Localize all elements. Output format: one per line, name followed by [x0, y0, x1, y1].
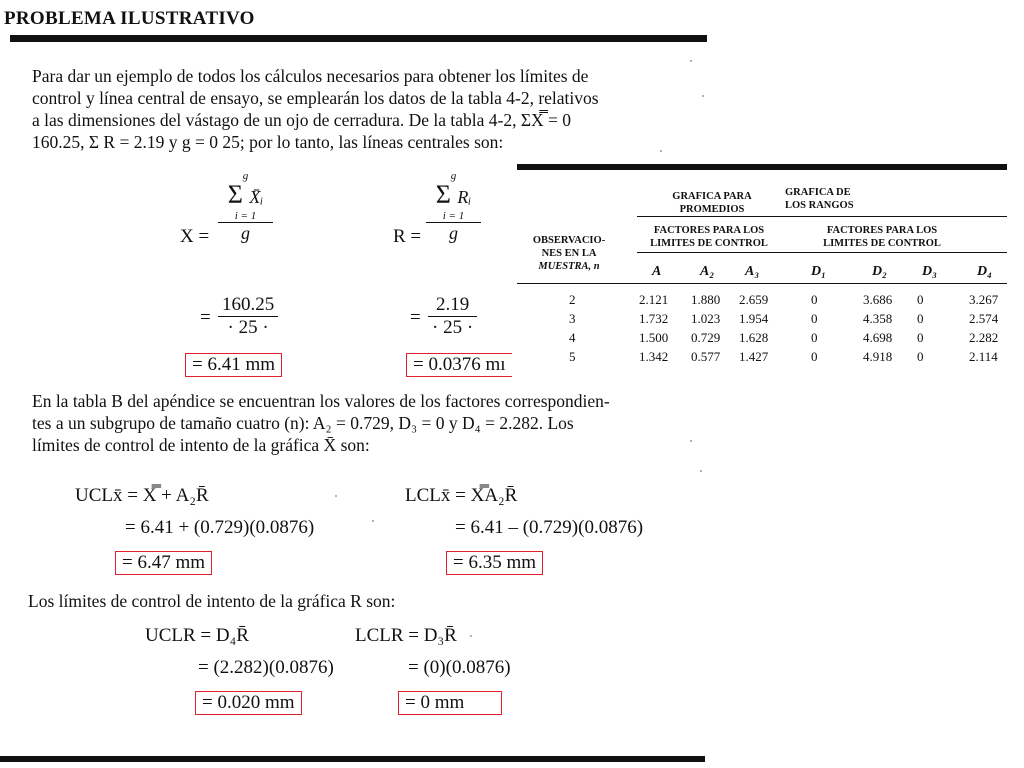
intro-paragraph [32, 65, 712, 153]
x-calc-fraction [218, 294, 278, 339]
intro-line-1: Para dar un ejemplo de todos los cálculos necesarios para obtener los límites de [32, 66, 589, 86]
factors-paragraph [32, 390, 712, 456]
top-rule [10, 35, 707, 42]
r-summation [426, 170, 481, 244]
r-lcl-substitution: = (0)(0.0876) [408, 657, 511, 678]
factor-table: GRAFICA PARA PROMEDIOS GRAFICA DE LOS RANGOS FACTORES PARA LOS LIMITES DE CONTROL FACTORES PARA LOS LIMITES DE CONTROL OBSERVACIO- NES EN LA MUESTRA, n A A₂ A₃ D₁ D₂ D₃ D₄ 2 2.121 1.880 2.659 0 3.686 0 3.267 3 1.732 1.023 1.954 0 4.358 0 2.574 4 1.500 0.729 1.628 0 4.698 0 2.282 5 1.342 0.577 1.427 0 4.918 0 2.114 [517, 164, 1007, 378]
x-label: X = [180, 226, 210, 247]
col-A: A [652, 264, 662, 279]
r-lcl-result: = 0 mm [398, 691, 502, 715]
col-A2: A₂ [700, 264, 715, 279]
x-sum-bottom: i = 1 [218, 210, 273, 223]
xbar-ucl-substitution: = 6.41 + (0.729)(0.0876) [125, 517, 315, 538]
x-denominator: g [241, 223, 250, 243]
r-sum-term: Rᵢ [457, 187, 472, 207]
section-title: PROBLEMA ILUSTRATIVO [4, 8, 255, 29]
x-center-result: = 6.41 mm [185, 353, 282, 377]
intro-line-2: control y línea central de ensayo, se emplearán los datos de la tabla 4-2, relativos [32, 88, 599, 108]
col-D1: D₁ [811, 264, 826, 279]
r-lcl-formula: LCLR = D₃R̄ [355, 625, 457, 646]
group-header-ranges: GRAFICA DE LOS RANGOS [785, 187, 854, 211]
x-sum-symbol: Σ [227, 180, 243, 209]
factors-line-3: límites de control de intento de la gráfica X̄ son: [32, 435, 370, 455]
table-row: 3 [569, 311, 576, 326]
x-calc-numerator: 160.25 [218, 294, 278, 317]
r-ucl-substitution: = (2.282)(0.0876) [198, 657, 334, 678]
xbar-lcl-substitution: = 6.41 – (0.729)(0.0876) [455, 517, 644, 538]
bottom-rule [0, 756, 705, 762]
x-sum-top: g [242, 170, 249, 182]
col-D2: D₂ [872, 264, 887, 279]
obs-header: OBSERVACIO- NES EN LA MUESTRA, n [532, 235, 606, 272]
r-sum-symbol: Σ [435, 180, 451, 209]
xbar-ucl-result: = 6.47 mm [115, 551, 212, 575]
col-D3: D₃ [922, 264, 937, 279]
r-intro: Los límites de control de intento de la gráfica R son: [28, 591, 396, 611]
intro-line-4: 160.25, Σ R = 2.19 y g = 0 25; por lo tanto, las líneas centrales son: [32, 132, 504, 152]
xbar-lcl-result: = 6.35 mm [446, 551, 543, 575]
table-row: 5 [569, 349, 576, 364]
col-D4: D₄ [977, 264, 992, 279]
r-sum-bottom: i = 1 [426, 210, 481, 223]
r-denominator: g [449, 223, 458, 243]
r-calc-numerator: 2.19 [428, 294, 477, 317]
table-top-rule [517, 164, 1007, 170]
x-summation [218, 170, 273, 244]
r-calc-denominator: · 25 · [432, 317, 474, 338]
table-row: 2 [569, 292, 576, 307]
r-center-result: = 0.0376 mı [406, 353, 512, 377]
col-A3: A₃ [745, 264, 760, 279]
group-header-averages: GRAFICA PARA PROMEDIOS [672, 191, 752, 215]
r-label: R = [393, 226, 422, 247]
factors-line-2: tes a un subgrupo de tamaño cuatro (n): A₂ = 0.729, D₃ = 0 y D₄ = 2.282. Los [32, 413, 574, 433]
sub-header-averages: FACTORES PARA LOS LIMITES DE CONTROL [650, 225, 768, 249]
x-sum-term: X̄ᵢ [249, 187, 264, 207]
r-calc-fraction [428, 294, 477, 339]
sub-header-ranges: FACTORES PARA LOS LIMITES DE CONTROL [823, 225, 941, 249]
r-ucl-formula: UCLR = D₄R̄ [145, 625, 249, 646]
r-ucl-result: = 0.020 mm [195, 691, 302, 715]
x-calc-denominator: · 25 · [227, 317, 269, 338]
r-sum-top: g [450, 170, 457, 182]
factors-line-1: En la tabla B del apéndice se encuentran los valores de los factores correspondien- [32, 391, 610, 411]
table-row: 4 [569, 330, 576, 345]
intro-line-3: a las dimensiones del vástago de un ojo de cerradura. De la tabla 4-2, ΣX̿ = 0 [32, 110, 572, 130]
xbar-ucl-formula: UCLx̄ = X̿ + A₂R̄ [75, 485, 209, 506]
xbar-lcl-formula: LCLx̄ = X̿A₂R̄ [405, 485, 518, 506]
